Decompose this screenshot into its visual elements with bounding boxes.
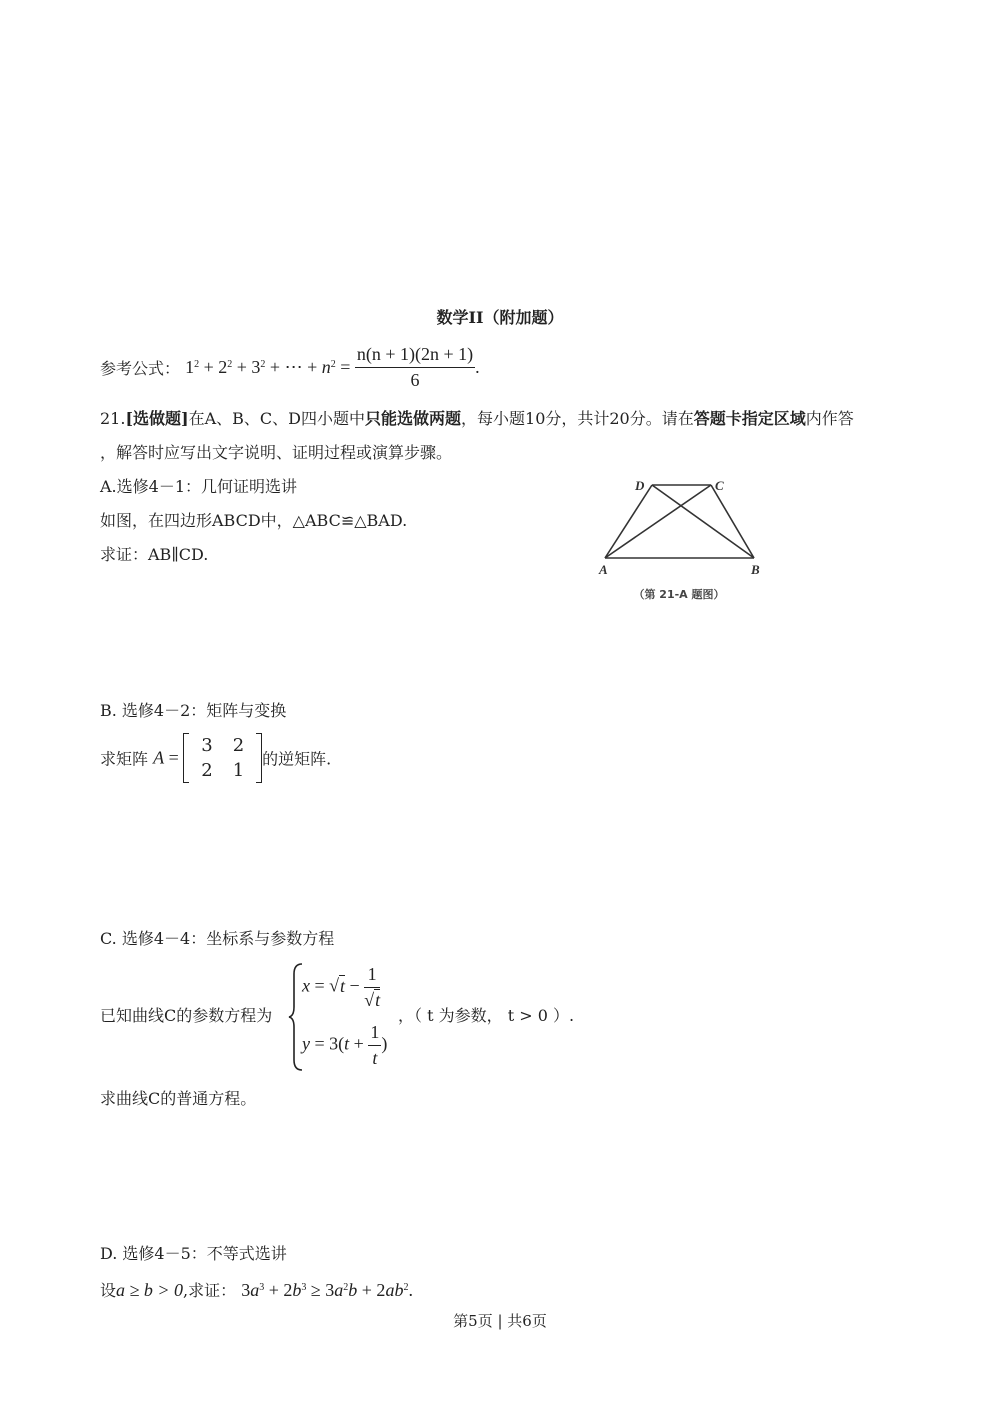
matrix-a <box>183 733 262 783</box>
partD-condition: a ≥ b > 0 <box>116 1280 184 1300</box>
partD-end: . <box>408 1280 413 1300</box>
q21-intro <box>100 406 854 429</box>
edge-bc <box>711 485 754 558</box>
formula-numerator: n(n + 1)(2n + 1) <box>356 344 474 364</box>
partD-question <box>100 1278 413 1301</box>
q21-text1: 在A、B、C、D四小题中 <box>188 409 365 428</box>
formula-denominator: 6 <box>410 370 420 390</box>
diagonal-ac <box>605 485 711 558</box>
vertex-label-a: A <box>599 562 608 577</box>
partA-line1: 如图，在四边形ABCD中，△ABC≌△BAD. <box>100 511 408 530</box>
vertex-label-b: B <box>751 562 760 577</box>
partC-suffix: ，（ t 为参数， t > 0 ）. <box>398 1006 575 1025</box>
partD-prefix: 设 <box>100 1281 117 1300</box>
vertex-label-c: C <box>715 478 724 493</box>
reference-formula: 参考公式： $1^2 + 2^2 + 3^2$ + ⋯ + $n^2$ = $\frac{n(n + 1)(2n + 1)}{6}$ . <box>100 344 480 390</box>
figure-caption: （第 21-A 题图） <box>633 588 725 601</box>
q21-number: 21. <box>100 409 126 428</box>
q21-intro-line2: ，解答时应写出文字说明、证明过程或演算步骤。 <box>100 443 453 462</box>
formula-label: 参考公式： <box>100 359 181 378</box>
formula-fraction <box>355 344 475 391</box>
partD-heading: D. 选修4－5：不等式选讲 <box>100 1244 287 1263</box>
matrix-cell: 3 <box>201 735 213 756</box>
equation-y: y = 3(t + $\frac{1}{t}$ ) <box>302 1022 388 1068</box>
edge-ad <box>605 485 652 558</box>
partA-line2: 求证：AB∥CD. <box>100 545 209 564</box>
diagonal-bd <box>652 485 754 558</box>
equation-x: x = √t − $\frac{1}{√t}$ <box>302 964 381 1010</box>
partB-suffix: 的逆矩阵. <box>262 749 332 769</box>
q21-bold2: 答题卡指定区域 <box>693 409 806 428</box>
matrix-cell: 2 <box>201 760 213 781</box>
partC-heading: C. 选修4－4：坐标系与参数方程 <box>100 929 335 948</box>
partB-question: 求矩阵 A = 3 2 2 1 的逆矩阵. <box>100 735 332 781</box>
q21-text3: 内作答 <box>805 409 854 428</box>
partC-line2: 求曲线C的普通方程。 <box>100 1089 257 1108</box>
partC-prefix: 已知曲线C的参数方程为 <box>100 1006 273 1025</box>
page-footer: 第5页 | 共6页 <box>453 1312 547 1330</box>
partB-prefix: 求矩阵 <box>100 749 149 769</box>
trapezoid-figure <box>590 470 790 610</box>
inequality: $3a^3 + 2b^3 \ge 3a^2b + 2ab^2$ <box>241 1280 409 1300</box>
partA-heading: A.选修4－1：几何证明选讲 <box>100 477 298 496</box>
partB-heading: B. 选修4－2：矩阵与变换 <box>100 701 287 720</box>
q21-tag: [选做题] <box>125 409 189 428</box>
matrix-cell: 1 <box>232 760 245 781</box>
page-title: 数学II（附加题） <box>436 308 564 327</box>
partD-mid: ,求证： <box>183 1281 237 1300</box>
vertex-label-d: D <box>635 478 645 493</box>
matrix-variable: A <box>153 747 165 768</box>
q21-text2: ，每小题10分，共计20分。请在 <box>461 409 694 428</box>
q21-bold1: 只能选做两题 <box>365 409 462 428</box>
matrix-cell: 2 <box>232 735 245 756</box>
